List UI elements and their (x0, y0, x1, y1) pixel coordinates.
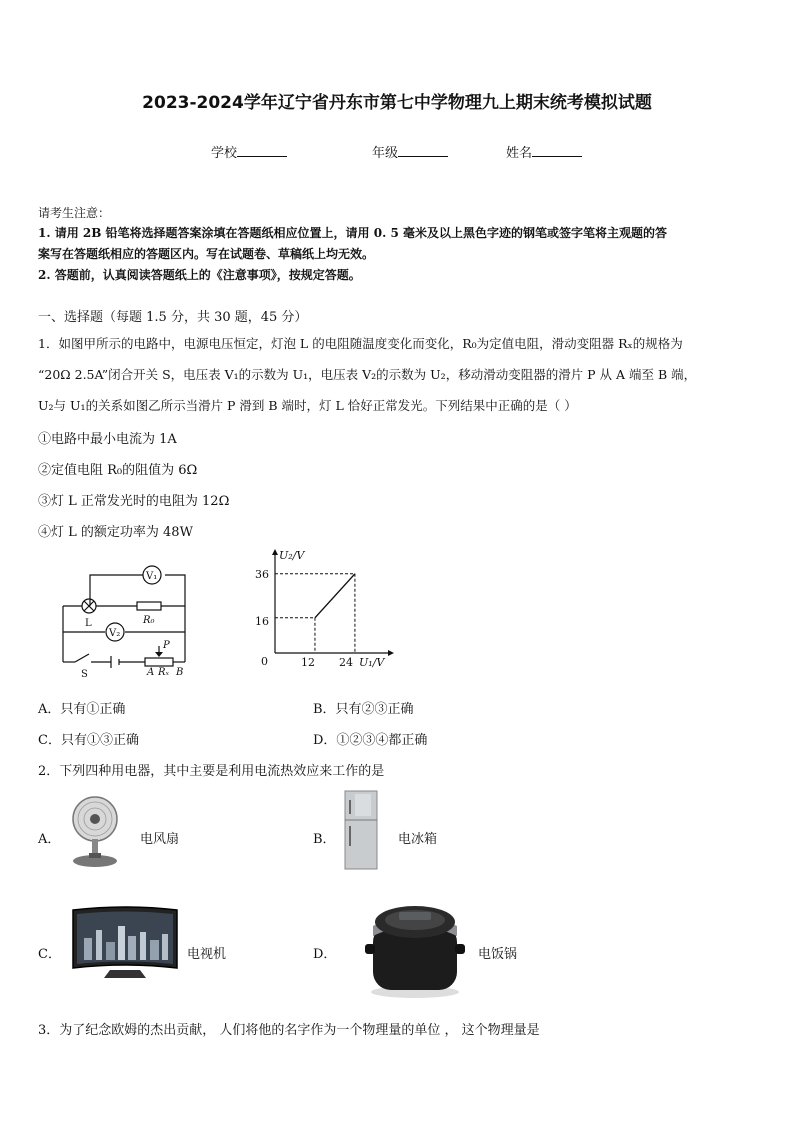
v1-label: V₁ (146, 571, 158, 582)
switch-label: S (81, 669, 88, 680)
rx-label: Rₓ (158, 667, 170, 678)
r0-label: R₀ (143, 615, 155, 626)
school-blank (237, 144, 287, 157)
x-axis-label: U₁/V (359, 656, 385, 669)
y-tick-36: 36 (255, 568, 269, 581)
q1-option-c[interactable]: C．只有①③正确 (38, 733, 139, 748)
q2-option-d-letter[interactable]: D． (313, 947, 337, 962)
page-title: 2023-2024学年辽宁省丹东市第七中学物理九上期末统考模拟试题 (142, 93, 652, 113)
q2-option-c-label: 电视机 (187, 947, 227, 962)
circuit-switch-blade (75, 654, 89, 662)
x-axis-arrow (388, 650, 394, 656)
section-heading: 一、选择题（每题 1.5 分，共 30 题，45 分） (38, 310, 308, 325)
q2-option-a-label: 电风扇 (140, 832, 180, 847)
rice-cooker-image (363, 896, 467, 1000)
grade-label: 年级 (372, 146, 399, 161)
a-label: A (147, 667, 155, 678)
lamp-label: L (85, 618, 92, 629)
tv-image (70, 904, 180, 984)
data-line-segment (315, 574, 355, 618)
notice-line-1b: 案写在答题纸相应的答题区内。写在试题卷、草稿纸上均无效。 (38, 247, 375, 261)
origin-label: 0 (261, 655, 268, 668)
y-axis-label: U₂/V (279, 549, 305, 562)
notice-heading: 请考生注意： (38, 206, 111, 220)
notice-line-1a: 1. 请用 2B 铅笔将选择题答案涂填在答题纸相应位置上，请用 0. 5 毫米及以上黑色字迹的钢笔或签字笔将主观题的答 (38, 226, 667, 240)
name-field (506, 142, 582, 161)
notice-line-2: 2. 答题前，认真阅读答题纸上的《注意事项》，按规定答题。 (38, 268, 361, 282)
v2-label: V₂ (109, 628, 121, 639)
name-blank (532, 144, 582, 157)
q2-option-a-letter[interactable]: A． (38, 832, 61, 847)
q1-statement-1: ①电路中最小电流为 1A (38, 432, 177, 447)
fridge-image (343, 790, 379, 870)
b-label: B (176, 667, 184, 678)
resistor-R0 (137, 602, 161, 610)
school-label: 学校 (211, 146, 238, 161)
q1-stem-line1: 1．如图甲所示的电路中，电源电压恒定，灯泡 L 的电阻随温度变化而变化，R₀为定值电阻，滑动变阻器 Rₓ的规格为 (38, 336, 683, 351)
q2-option-b-label: 电冰箱 (398, 832, 438, 847)
name-label: 姓名 (506, 146, 533, 161)
circuit-diagram (55, 560, 195, 680)
q1-statement-3: ③灯 L 正常发光时的电阻为 12Ω (38, 494, 230, 509)
slider-arrow (155, 652, 163, 657)
x-tick-24: 24 (339, 656, 353, 669)
q2-option-b-letter[interactable]: B． (313, 832, 336, 847)
q1-option-b[interactable]: B．只有②③正确 (313, 702, 414, 717)
school-field (211, 142, 287, 161)
rheostat-Rx (145, 658, 173, 666)
y-axis-arrow (272, 549, 278, 555)
q1-stem-line3: U₂与 U₁的关系如图乙所示当滑片 P 滑到 B 端时，灯 L 恰好正常发光。下列结果中正确的是（ ） (38, 398, 577, 413)
circuit-wire-top-right (165, 575, 185, 606)
x-tick-12: 12 (301, 656, 315, 669)
q1-statement-4: ④灯 L 的额定功率为 48W (38, 525, 193, 540)
q2-option-c-letter[interactable]: C． (38, 947, 61, 962)
grade-field (372, 142, 448, 161)
q1-statement-2: ②定值电阻 R₀的阻值为 6Ω (38, 463, 198, 478)
q3-stem: 3．为了纪念欧姆的杰出贡献， 人们将他的名字作为一个物理量的单位 ， 这个物理量是 (38, 1023, 540, 1038)
q2-stem: 2．下列四种用电器，其中主要是利用电流热效应来工作的是 (38, 764, 385, 779)
u2-u1-graph (255, 548, 395, 673)
grade-blank (398, 144, 448, 157)
fan-image (68, 793, 124, 869)
q1-option-d[interactable]: D．①②③④都正确 (313, 733, 428, 748)
q2-option-d-label: 电饭锅 (478, 947, 518, 962)
q1-stem-line2: “20Ω 2.5A”闭合开关 S，电压表 V₁的示数为 U₁，电压表 V₂的示数为 U₂，移动滑动变阻器的滑片 P 从 A 端至 B 端， (38, 367, 697, 382)
q1-option-a[interactable]: A．只有①正确 (38, 702, 126, 717)
p-label: P (163, 640, 170, 651)
y-tick-16: 16 (255, 615, 269, 628)
